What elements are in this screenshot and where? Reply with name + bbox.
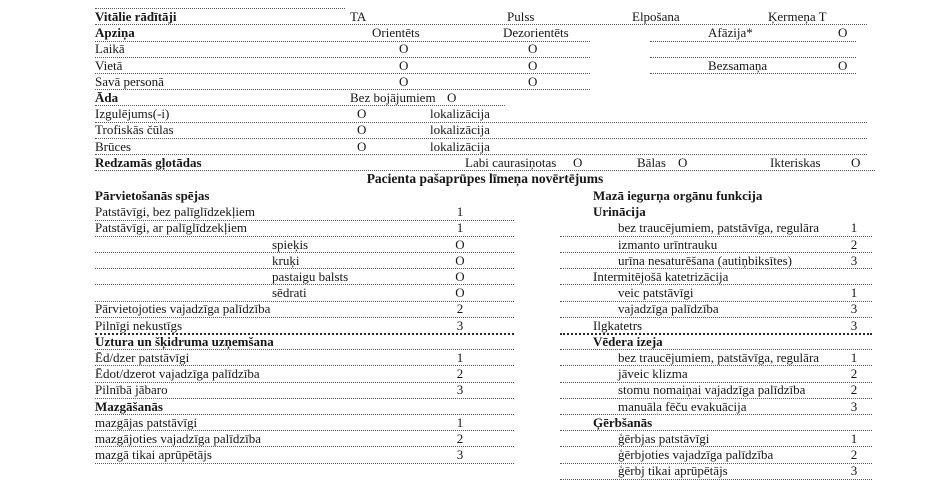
field-label: Orientēts [372, 25, 420, 41]
circle-mark: O [399, 57, 409, 73]
item-label: kruķi [272, 252, 300, 268]
dotted-line [560, 479, 872, 480]
circle-mark: O [528, 57, 538, 73]
item-label: Pilnīgi nekustīgs [95, 317, 183, 333]
score-value: 2 [850, 382, 858, 398]
circle-mark: O [399, 73, 409, 89]
section-label: Vēdera izeja [593, 333, 663, 349]
score-value: 3 [850, 317, 858, 333]
circle-mark: O [455, 252, 465, 268]
score-value: 3 [850, 398, 858, 414]
item-label: mazgājoties vajadzīga palīdzība [95, 431, 262, 446]
dotted-line [95, 41, 590, 42]
item-label: bez traucējumiem, patstāvīga, regulāra [618, 350, 820, 365]
item-label: Patstāvīgi, bez palīglīdzekļiem [95, 204, 255, 220]
field-label: Pulss [507, 9, 535, 24]
item-label: vajadzīga palīdzība [618, 301, 719, 317]
score-value: 1 [456, 414, 464, 430]
circle-mark: O [447, 90, 457, 105]
score-value: 3 [850, 463, 858, 479]
item-label: Ēd/dzer patstāvīgi [95, 350, 190, 365]
item-label: ģērbjas patstāvīgi [618, 431, 710, 446]
section-label: Redzamās gļotādas [95, 154, 202, 170]
item-label: pastaigu balsts [272, 269, 349, 284]
item-label: manuāla fēču evakuācija [618, 398, 747, 414]
section-label: Vitālie rādītāji [95, 9, 177, 24]
field-label: Vietā [95, 57, 123, 73]
score-value: 3 [456, 382, 464, 398]
circle-mark: O [528, 73, 538, 89]
circle-mark: O [357, 138, 367, 154]
selfcare-heading: Pacienta pašaprūpes līmeņa novērtējums [366, 171, 604, 186]
dotted-line [650, 73, 856, 74]
field-label: Bezsamaņa [708, 57, 768, 73]
score-value: 1 [850, 285, 858, 301]
score-value: 1 [456, 220, 464, 236]
item-label: Intermitējošā katetrizācija [593, 269, 729, 284]
score-value: 2 [850, 447, 858, 463]
item-label: spieķis [272, 236, 309, 252]
field-label: TA [350, 9, 367, 24]
field-label: Trofiskās čūlas [95, 122, 174, 138]
section-label: Mazā iegurņa orgānu funkcija [593, 188, 763, 203]
score-value: 3 [850, 301, 858, 317]
section-label: Uztura un šķidruma uzņemšana [95, 333, 274, 349]
circle-mark: O [573, 154, 583, 170]
score-value: 2 [456, 431, 464, 446]
score-value: 2 [456, 366, 464, 382]
dotted-line [95, 463, 514, 464]
circle-mark: O [357, 106, 367, 122]
section-label: Mazgāšanās [95, 398, 163, 414]
circle-mark: O [528, 41, 538, 57]
item-label: ģērbjoties vajadzīga palīdzība [618, 447, 774, 463]
score-value: 2 [850, 236, 858, 252]
item-label: sēdrati [272, 285, 307, 301]
field-label: Bez bojājumiem [350, 90, 436, 105]
item-label: Ilgkatetrs [593, 317, 643, 333]
field-label: Brūces [95, 138, 132, 154]
dotted-line [560, 430, 872, 431]
score-value: 1 [850, 350, 858, 365]
section-label: Apziņa [95, 25, 135, 41]
field-label: Ikteriskas [770, 154, 821, 170]
circle-mark: O [455, 269, 465, 284]
score-value: 1 [456, 350, 464, 365]
field-label: Ķermeņa T [768, 9, 827, 24]
score-value: 1 [850, 220, 858, 236]
dotted-line [95, 73, 590, 74]
circle-mark: O [678, 154, 688, 170]
score-value: 1 [456, 204, 464, 220]
field-label: lokalizācija [430, 122, 490, 138]
field-label: lokalizācija [430, 106, 490, 122]
circle-mark: O [851, 154, 861, 170]
field-label: Izgulējums(-i) [95, 106, 170, 122]
dotted-line [560, 365, 872, 366]
section-label: Pārvietošanās spējas [95, 188, 210, 203]
score-value: 3 [850, 252, 858, 268]
circle-mark: O [399, 41, 409, 57]
field-label: Elpošana [632, 9, 680, 24]
item-label: mazgā tikai aprūpētājs [95, 447, 212, 463]
section-label: Ģērbšanās [593, 414, 653, 430]
circle-mark: O [357, 122, 367, 138]
item-label: veic patstāvīgi [618, 285, 694, 301]
dotted-line [95, 57, 590, 58]
field-label: Savā personā [95, 73, 164, 89]
score-value: 3 [456, 317, 464, 333]
field-label: Labi caurasiņotas [465, 154, 557, 170]
item-label: Pilnībā jābaro [95, 382, 168, 398]
score-value: 3 [456, 447, 464, 463]
item-label: bez traucējumiem, patstāvīga, regulāra [618, 220, 820, 236]
item-label: jāveic klizma [618, 366, 688, 382]
item-label: Ēdot/dzerot vajadzīga palīdzība [95, 366, 260, 382]
circle-mark: O [455, 236, 465, 252]
dotted-line [560, 284, 872, 285]
item-label: stomu nomaiņai vajadzīga palīdzība [618, 382, 806, 398]
dotted-line [650, 41, 856, 42]
field-label: Bālas [637, 154, 666, 170]
item-label: ģērbj tikai aprūpētājs [618, 463, 728, 479]
dotted-line [95, 89, 590, 90]
item-label: izmanto urīntrauku [618, 236, 718, 252]
item-label: urīna nesaturēšana (autiņbiksītes) [618, 252, 792, 268]
circle-mark: O [455, 285, 465, 301]
field-label: Dezorientēts [503, 25, 569, 41]
field-label: Afāzija* [708, 25, 753, 41]
item-label: mazgājas patstāvīgi [95, 414, 198, 430]
item-label: Patstāvīgi, ar palīglīdzekļiem [95, 220, 247, 236]
score-value: 2 [850, 366, 858, 382]
score-value: 1 [850, 431, 858, 446]
field-label: Laikā [95, 41, 125, 57]
circle-mark: O [838, 25, 848, 41]
circle-mark: O [838, 57, 848, 73]
score-value: 2 [456, 301, 464, 317]
section-label: Urinācija [593, 204, 646, 220]
field-label: lokalizācija [430, 138, 490, 154]
section-label: Āda [95, 90, 119, 105]
item-label: Pārvietojoties vajadzīga palīdzība [95, 301, 271, 317]
